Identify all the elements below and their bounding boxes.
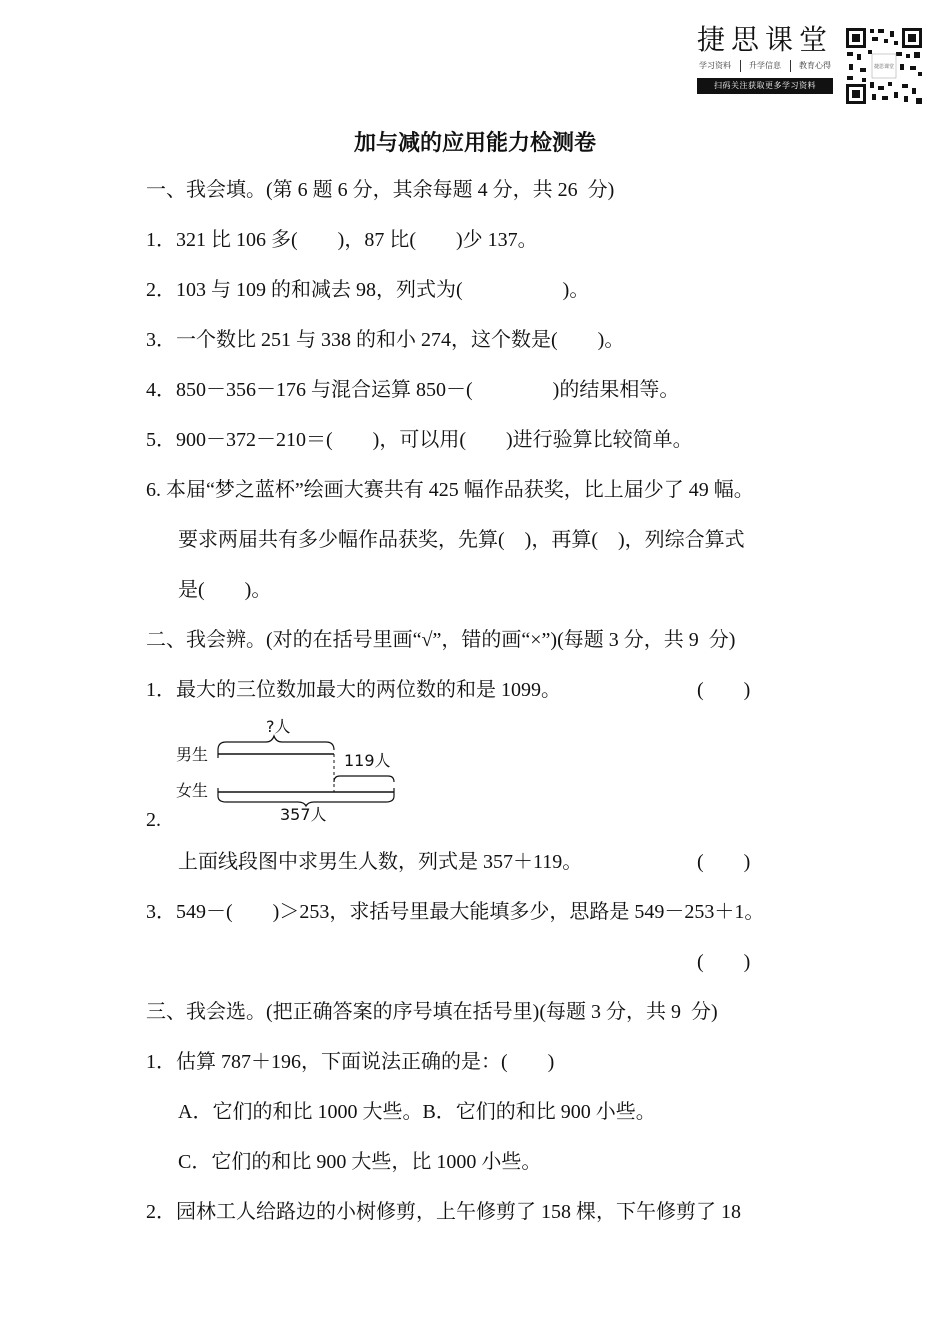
- question-3-2: 2．园林工人给路边的小树修剪，上午修剪了 158 棵，下午修剪了 18: [146, 1201, 741, 1223]
- qr-center-text: 捷思课堂: [873, 64, 895, 70]
- section2-heading: 二、我会辨。(对的在括号里画“√”，错的画“×”)(每题 3 分，共 9 分): [146, 629, 736, 651]
- question-1-3: 3．一个数比 251 与 338 的和小 274，这个数是( )。: [146, 329, 625, 351]
- brand-block: [697, 22, 833, 94]
- page-title: 加与减的应用能力检测卷: [353, 131, 596, 156]
- question-2-1: 1．最大的三位数加最大的两位数的和是 1099。: [146, 679, 561, 701]
- question-1-4: 4．850－356－176 与混合运算 850－( )的结果相等。: [146, 379, 680, 401]
- question-1-1: 1．321 比 106 多( )，87 比( )少 137。: [146, 229, 538, 251]
- question-1-6-line1: 6. 本届“梦之蓝杯”绘画大赛共有 425 幅作品获奖，比上届少了 49 幅。: [146, 479, 754, 501]
- question-1-2: 2．103 与 109 的和减去 98，列式为( )。: [146, 279, 590, 301]
- answer-paren: ( ): [697, 851, 751, 873]
- brand-name: 捷思课堂: [697, 23, 834, 56]
- boy-label: 男生: [176, 745, 209, 764]
- brand-tag: 学习资料: [699, 61, 731, 70]
- section3-heading: 三、我会选。(把正确答案的序号填在括号里)(每题 3 分，共 9 分): [146, 1001, 718, 1023]
- total-label: 357人: [280, 805, 327, 824]
- question-1-6-line2: 要求两届共有多少幅作品获奖，先算( )，再算( )，列综合算式: [178, 529, 745, 551]
- answer-paren: ( ): [697, 679, 751, 701]
- diff-label: 119人: [344, 751, 391, 770]
- question-3-1: 1．估算 787＋196，下面说法正确的是：( ): [146, 1051, 555, 1073]
- question-3-1-option-c: C．它们的和比 900 大些，比 1000 小些。: [178, 1151, 542, 1173]
- question-2-2: 上面线段图中求男生人数，列式是 357＋119。: [178, 851, 583, 873]
- brand-tag: 升学信息: [749, 61, 781, 70]
- diff-brace: [334, 776, 394, 782]
- answer-paren: ( ): [697, 951, 751, 973]
- question-1-5: 5．900－372－210＝( )，可以用( )进行验算比较简单。: [146, 429, 693, 451]
- question-3-1-options-ab: A．它们的和比 1000 大些。B．它们的和比 900 小些。: [178, 1101, 656, 1123]
- section1-heading: 一、我会填。(第 6 题 6 分，其余每题 4 分，共 26 分): [146, 179, 615, 201]
- question-label: ?人: [266, 717, 291, 736]
- brand-bar: 扫码关注获取更多学习资料: [697, 78, 833, 94]
- question-1-6-line3: 是( )。: [178, 579, 272, 601]
- line-segment-diagram: [176, 712, 416, 828]
- brand-tags: [697, 60, 833, 72]
- brand-tag: 教育心得: [799, 61, 831, 70]
- qr-code-icon: [844, 26, 924, 106]
- question-2-3: 3．549－( )＞253，求括号里最大能填多少，思路是 549－253＋1。: [146, 901, 765, 923]
- boy-brace: [218, 736, 334, 750]
- question-2-2-number: 2.: [146, 809, 161, 831]
- tag-separator: [790, 60, 791, 72]
- tag-separator: [740, 60, 741, 72]
- girl-label: 女生: [176, 781, 209, 800]
